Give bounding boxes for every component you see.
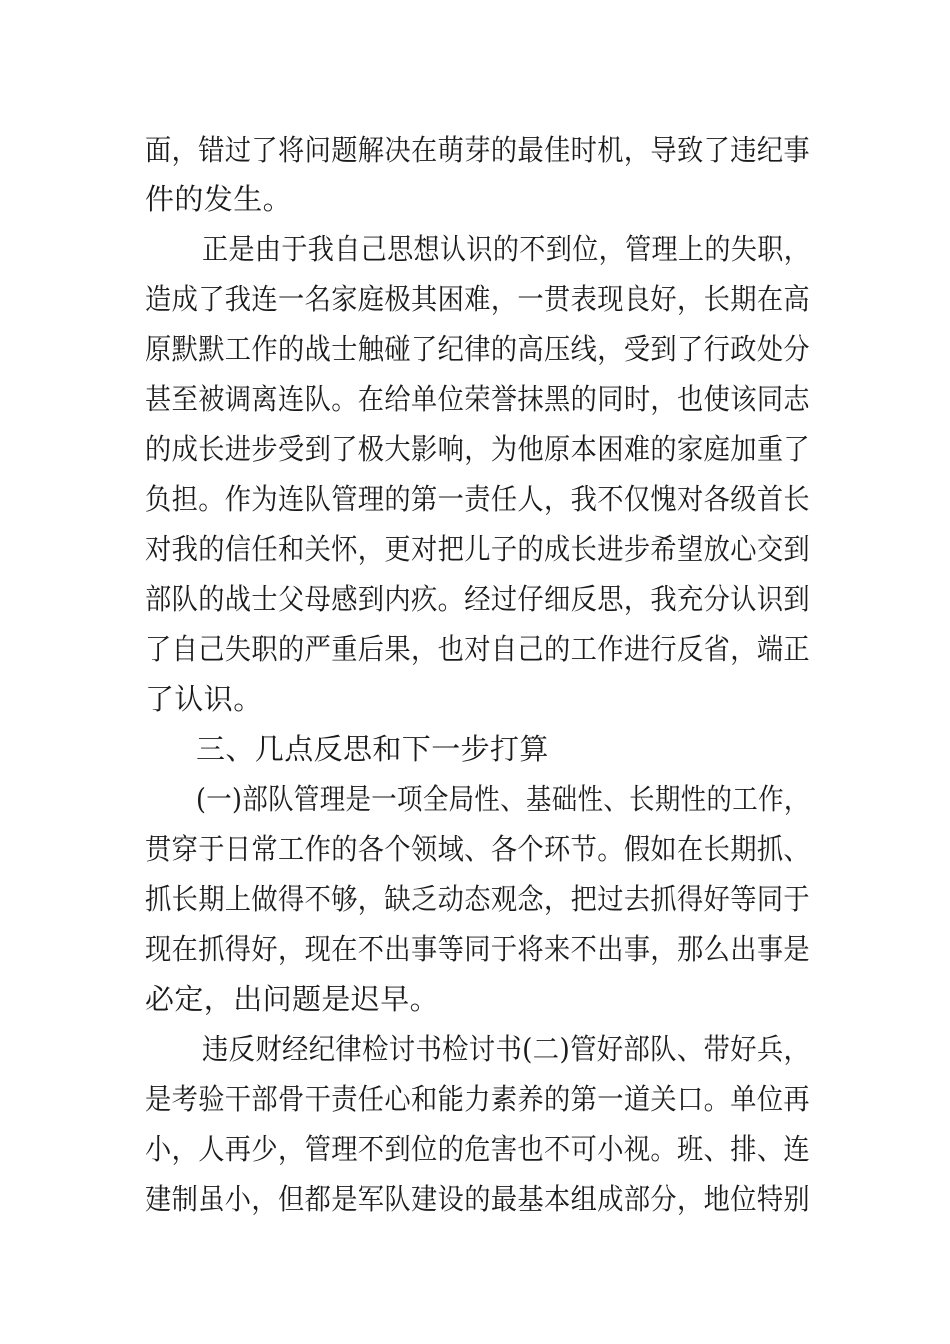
text-line-1: 面，错过了将问题解决在萌芽的最佳时机，导致了违纪事 [145, 133, 811, 167]
text-line-7: 的成长进步受到了极大影响，为他原本困难的家庭加重了 [145, 432, 811, 466]
text-line-2: 件的发生。 [145, 182, 293, 216]
text-line-19: 违反财经纪律检讨书检讨书(二)管好部队、带好兵， [202, 1032, 811, 1066]
text-line-15: 贯穿于日常工作的各个领域、各个环节。假如在长期抓、 [145, 832, 811, 866]
text-line-22: 建制虽小，但都是军队建设的最基本组成部分，地位特别 [145, 1182, 811, 1216]
text-line-5: 原默默工作的战士触碰了纪律的高压线，受到了行政处分 [145, 332, 811, 366]
text-line-10: 部队的战士父母感到内疚。经过仔细反思，我充分认识到 [145, 582, 811, 616]
text-line-18: 必定，出问题是迟早。 [145, 982, 440, 1016]
text-line-16: 抓长期上做得不够，缺乏动态观念，把过去抓得好等同于 [145, 882, 811, 916]
text-line-17: 现在抓得好，现在不出事等同于将来不出事，那么出事是 [145, 932, 811, 966]
text-line-20: 是考验干部骨干责任心和能力素养的第一道关口。单位再 [145, 1082, 811, 1116]
text-line-3: 正是由于我自己思想认识的不到位，管理上的失职， [202, 232, 811, 266]
text-line-21: 小，人再少，管理不到位的危害也不可小视。班、排、连 [145, 1132, 811, 1166]
text-line-12: 了认识。 [145, 682, 263, 716]
text-line-4: 造成了我连一名家庭极其困难，一贯表现良好，长期在高 [145, 282, 811, 316]
text-line-14: (一)部队管理是一项全局性、基础性、长期性的工作， [196, 782, 810, 816]
text-line-8: 负担。作为连队管理的第一责任人，我不仅愧对各级首长 [145, 482, 811, 516]
text-line-6: 甚至被调离连队。在给单位荣誉抹黑的同时，也使该同志 [145, 382, 811, 416]
section-heading: 三、几点反思和下一步打算 [196, 732, 549, 766]
text-line-9: 对我的信任和关怀，更对把儿子的成长进步希望放心交到 [145, 532, 811, 566]
text-line-11: 了自己失职的严重后果，也对自己的工作进行反省，端正 [145, 632, 811, 666]
